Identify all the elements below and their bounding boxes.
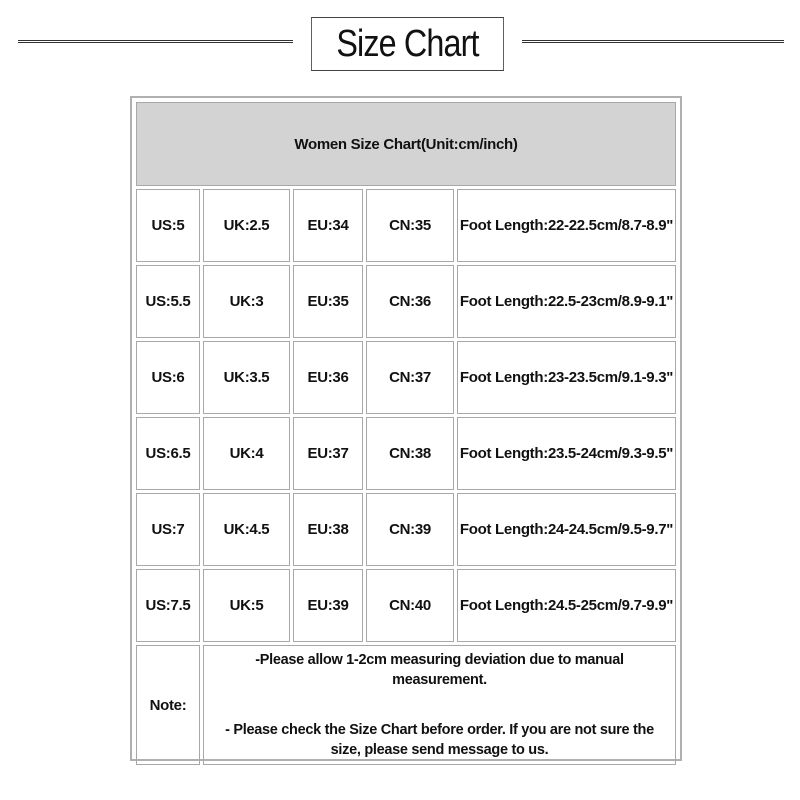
cn-size-cell: CN:36 <box>366 265 454 338</box>
note-text <box>203 645 676 765</box>
uk-size-cell: UK:3.5 <box>203 341 290 414</box>
table-header: Women Size Chart(Unit:cm/inch) <box>136 102 676 186</box>
us-size-cell: US:7 <box>136 493 200 566</box>
page-title: Size Chart <box>311 17 504 71</box>
eu-size-cell: EU:38 <box>293 493 363 566</box>
table-row <box>136 417 676 490</box>
note-line: - Please check the Size Chart before order. If you are not sure the size, please send message to us. <box>225 722 654 758</box>
foot-length-cell: Foot Length:24-24.5cm/9.5-9.7" <box>457 493 676 566</box>
uk-size-cell: UK:5 <box>203 569 290 642</box>
foot-length-cell: Foot Length:22.5-23cm/8.9-9.1" <box>457 265 676 338</box>
uk-size-cell: UK:4.5 <box>203 493 290 566</box>
eu-size-cell: EU:34 <box>293 189 363 262</box>
table-row <box>136 569 676 642</box>
uk-size-cell: UK:2.5 <box>203 189 290 262</box>
cn-size-cell: CN:38 <box>366 417 454 490</box>
us-size-cell: US:5.5 <box>136 265 200 338</box>
title-rule-right <box>522 40 784 43</box>
table-row <box>136 493 676 566</box>
cn-size-cell: CN:35 <box>366 189 454 262</box>
us-size-cell: US:6 <box>136 341 200 414</box>
foot-length-cell: Foot Length:22-22.5cm/8.7-8.9" <box>457 189 676 262</box>
cn-size-cell: CN:39 <box>366 493 454 566</box>
table-header-row <box>136 102 676 186</box>
note-label: Note: <box>136 645 200 765</box>
note-row <box>136 645 676 765</box>
uk-size-cell: UK:4 <box>203 417 290 490</box>
cn-size-cell: CN:37 <box>366 341 454 414</box>
foot-length-cell: Foot Length:23.5-24cm/9.3-9.5" <box>457 417 676 490</box>
foot-length-cell: Foot Length:24.5-25cm/9.7-9.9" <box>457 569 676 642</box>
note-line: -Please allow 1-2cm measuring deviation due to manual measurement. <box>255 652 624 688</box>
eu-size-cell: EU:36 <box>293 341 363 414</box>
eu-size-cell: EU:37 <box>293 417 363 490</box>
foot-length-cell: Foot Length:23-23.5cm/9.1-9.3" <box>457 341 676 414</box>
eu-size-cell: EU:35 <box>293 265 363 338</box>
cn-size-cell: CN:40 <box>366 569 454 642</box>
table-row <box>136 265 676 338</box>
us-size-cell: US:5 <box>136 189 200 262</box>
table-row <box>136 189 676 262</box>
size-chart-table <box>130 96 682 761</box>
title-rule-left <box>18 40 293 43</box>
table-row <box>136 341 676 414</box>
us-size-cell: US:6.5 <box>136 417 200 490</box>
eu-size-cell: EU:39 <box>293 569 363 642</box>
us-size-cell: US:7.5 <box>136 569 200 642</box>
uk-size-cell: UK:3 <box>203 265 290 338</box>
